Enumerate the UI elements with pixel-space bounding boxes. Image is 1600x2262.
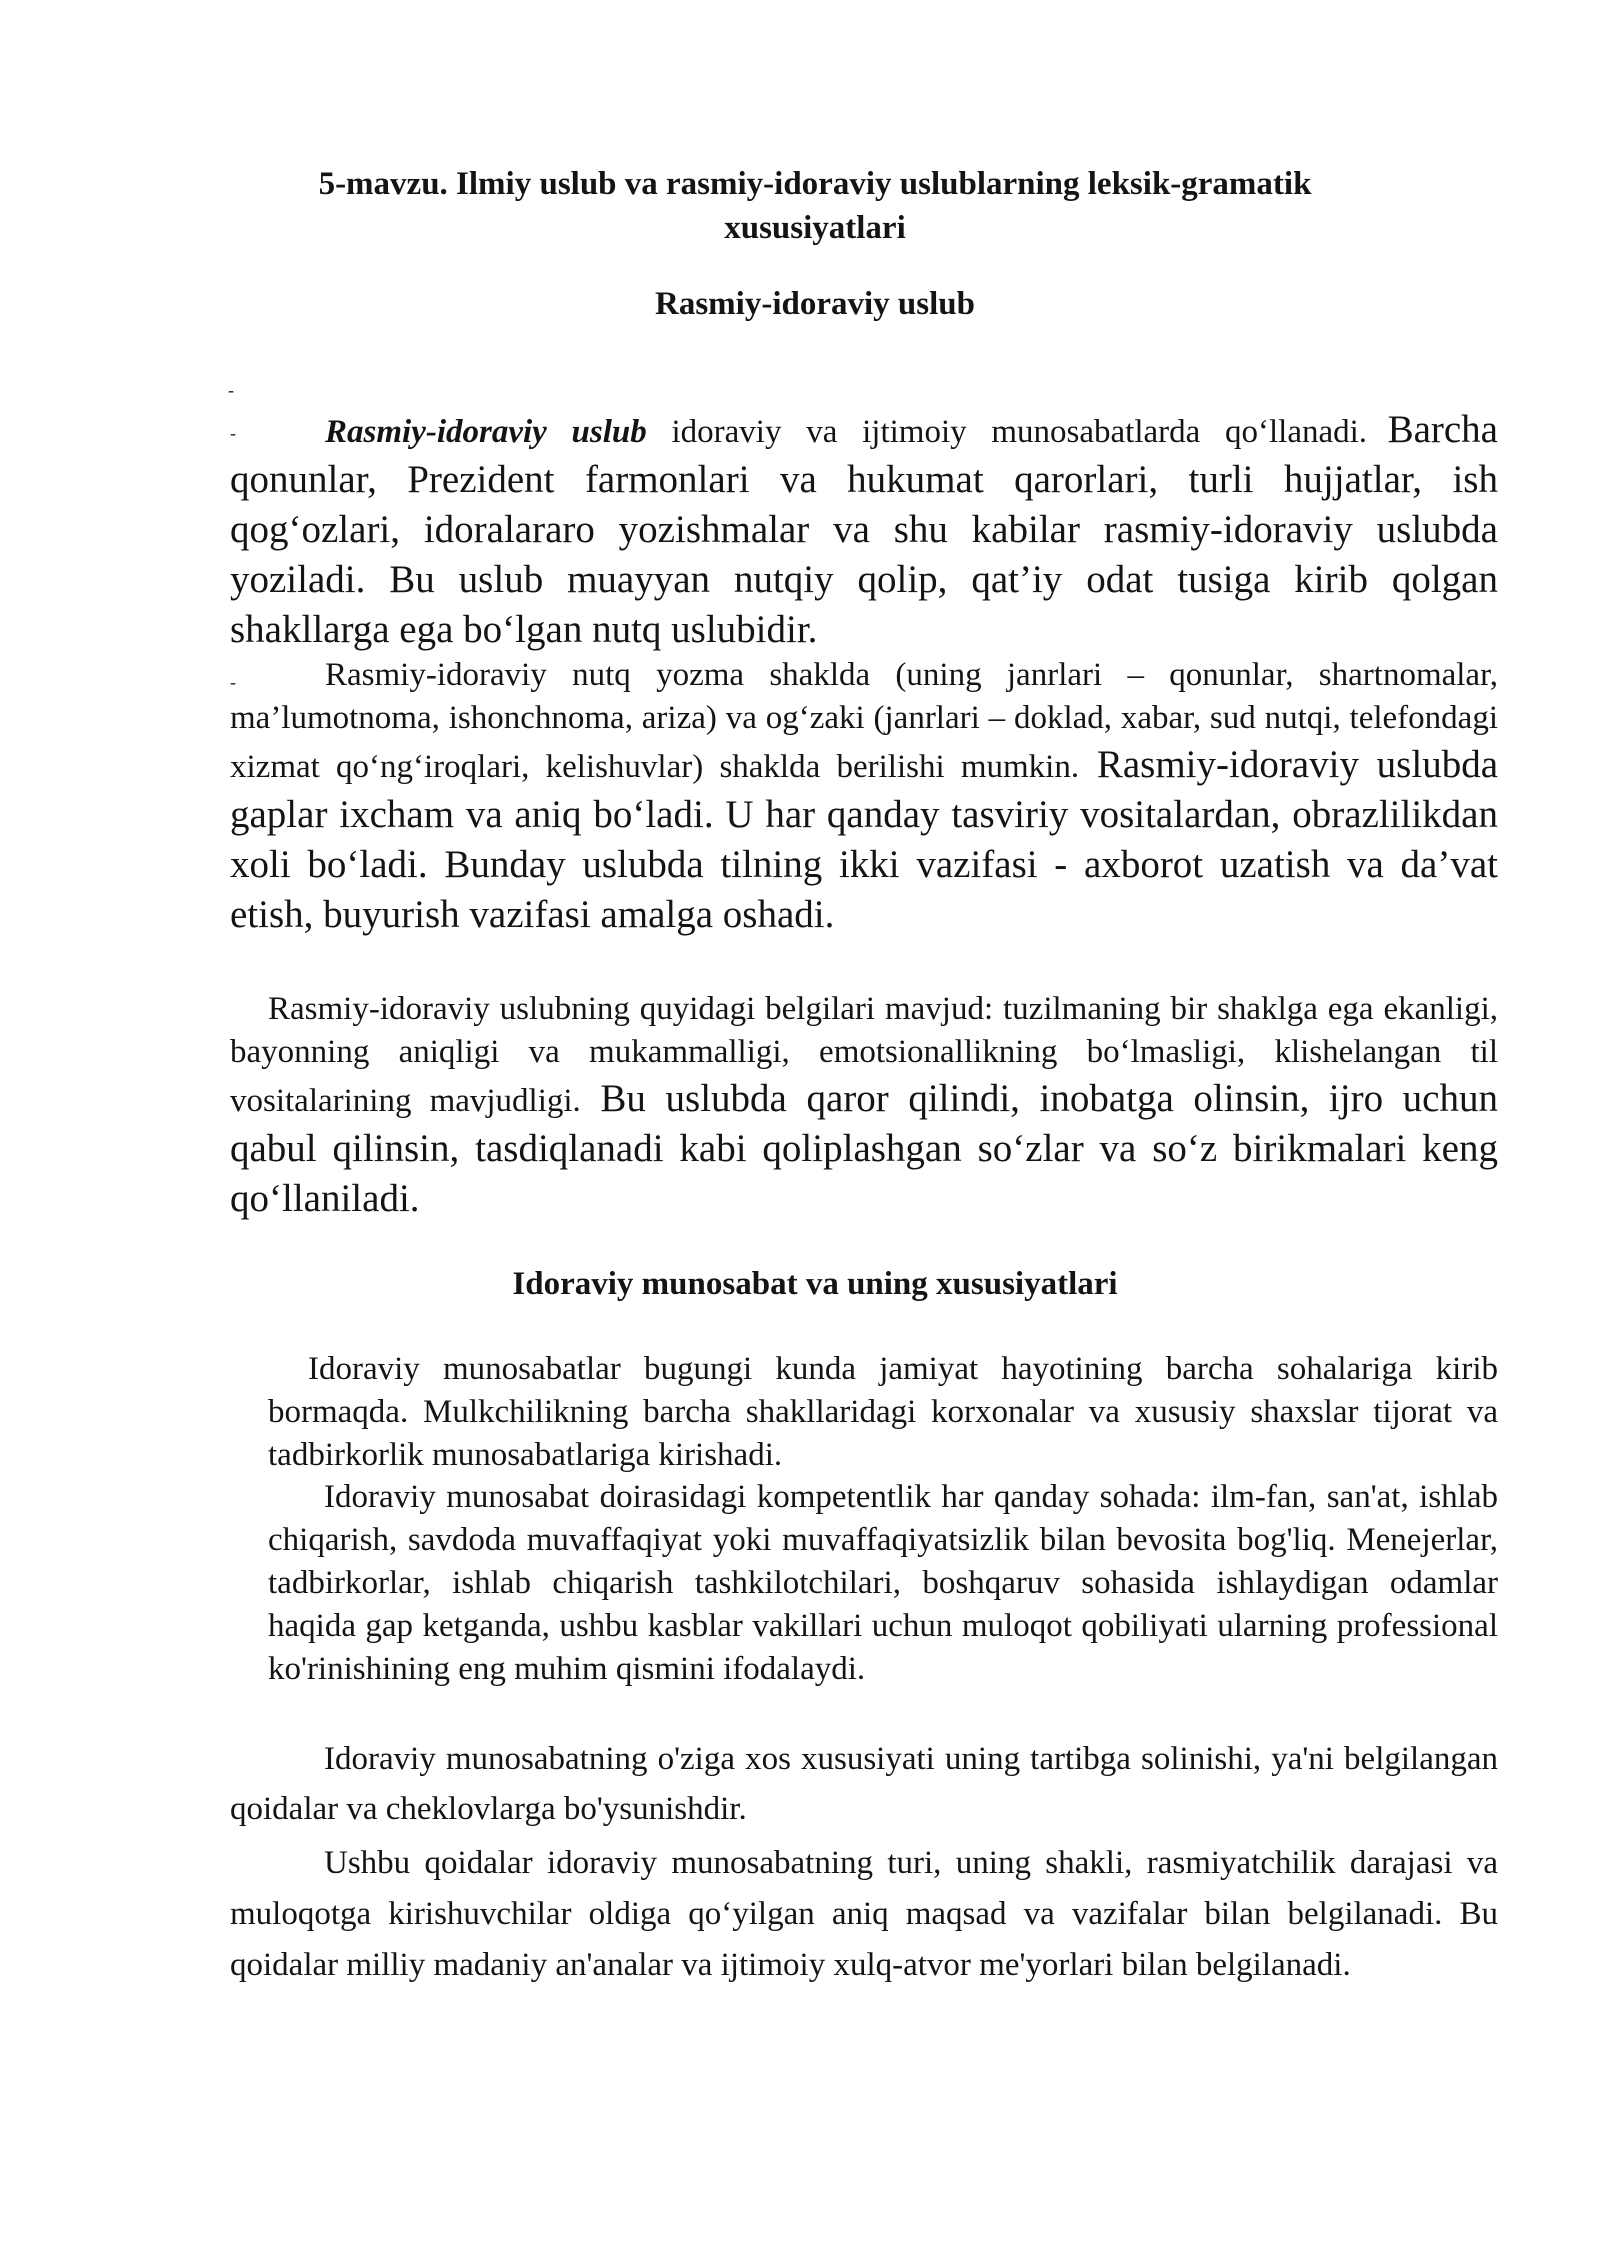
section-heading-idoraviy: Idoraviy munosabat va uning xususiyatlari <box>512 1266 1118 1302</box>
paragraph-5 <box>268 1476 1498 1691</box>
paragraph-3-text-a: Rasmiy-idoraviy uslubning quyidagi belgilari mavjud: tuzilmaning bir shaklga ega ekanligi, bayonning aniqligi va mukammalligi, emotsionallikning bo‘lmasligi, klishelangan til vositalarining mavjudligi. <box>230 991 1498 1119</box>
paragraph-4-text: Idoraviy munosabatlar bugungi kunda jamiyat hayotining barcha sohalariga kirib bormaqda. Mulkchilikning barcha shakllaridagi korxonalar va xususiy shaxslar tijorat va tadbirkorlik munosabatlariga kirishadi. <box>268 1351 1498 1473</box>
paragraph-3 <box>230 988 1498 1224</box>
term-rasmiy-idoraviy-uslub: Rasmiy-idoraviy uslub <box>325 414 647 450</box>
paragraph-1-text-a: idoraviy va ijtimoiy munosabatlarda qo‘llanadi. <box>646 414 1368 450</box>
paragraph-1-text-b: Barcha qonunlar, Prezident farmonlari va hukumat qarorlari, turli hujjatlar, ish qog‘ozlari, idoralararo yozishmalar va shu kabilar rasmiy-idoraviy uslubda yoziladi. Bu uslub muayyan nutqiy qolip, qat’iy odat tusiga kirib qolgan shakllarga ega bo‘lgan nutq uslubidir. <box>230 408 1498 651</box>
paragraph-2-text-a: Rasmiy-idoraviy nutq yozma shaklda (uning janrlari – qonunlar, shartnomalar, ma’lumotnoma, ishonchnoma, ariza) va og‘zaki (janrlari – doklad, xabar, sud nutqi, telefondagi xizmat qo‘ng‘iroqlari, kelishuvlar) shaklda berilishi mumkin. <box>230 657 1498 785</box>
paragraph-5-text: Idoraviy munosabat doirasidagi kompetentlik har qanday sohada: ilm-fan, san'at, ishlab chiqarish, savdoda muvaffaqiyat yoki muvaffaqiyatsizlik bilan bevosita bog'liq. Menejerlar, tadbirkorlar, ishlab chiqarish tashkilotchilari, boshqaruv sohasida ishlaydigan odamlar haqida gap ketganda, ushbu kasblar vakillari uchun muloqot qobiliyati ularning professional ko'rinishining eng muhim qismini ifodalaydi. <box>268 1479 1498 1687</box>
section-heading-rasmiy: Rasmiy-idoraviy uslub <box>655 286 975 322</box>
paragraph-2-text-b: Rasmiy-idoraviy uslubda gaplar ixcham va aniq bo‘ladi. U har qanday tasviriy vositalardan, obrazlilikdan xoli bo‘ladi. Bunday uslubda tilning ikki vazifasi - axborot uzatish va da’vat etish, buyurish vazifasi amalga oshadi. <box>230 743 1499 936</box>
paragraph-1 <box>230 405 1498 655</box>
paragraph-6-text: Idoraviy munosabatning o'ziga xos xususiyati uning tartibga solinishi, ya'ni belgilangan qoidalar va cheklovlarga bo'ysunishdir. <box>230 1741 1498 1827</box>
page-title <box>230 162 1400 250</box>
page-title-line1: 5-mavzu. Ilmiy uslub va rasmiy-idoraviy uslublarning leksik-gramatik <box>318 166 1312 202</box>
list-dash-1: - <box>228 380 234 400</box>
paragraph-6 <box>230 1734 1498 1834</box>
list-dash-3: - <box>230 672 236 692</box>
list-dash-2: - <box>230 423 236 443</box>
paragraph-3-text-b: Bu uslubda qaror qilindi, inobatga olinsin, ijro uchun qabul qilinsin, tasdiqlanadi kabi qoliplashgan so‘zlar va so‘z birikmalari keng qo‘llaniladi. <box>230 1077 1498 1220</box>
paragraph-2 <box>230 654 1498 940</box>
paragraph-4 <box>268 1348 1498 1477</box>
paragraph-7-text: Ushbu qoidalar idoraviy munosabatning turi, uning shakli, rasmiyatchilik darajasi va muloqotga kirishuvchilar oldiga qo‘yilgan aniq maqsad va vazifalar bilan belgilanadi. Bu qoidalar milliy madaniy an'analar va ijtimoiy xulq-atvor me'yorlari bilan belgilanadi. <box>230 1845 1498 1983</box>
page-title-line2: xususiyatlari <box>724 210 906 246</box>
paragraph-7 <box>230 1838 1498 1991</box>
